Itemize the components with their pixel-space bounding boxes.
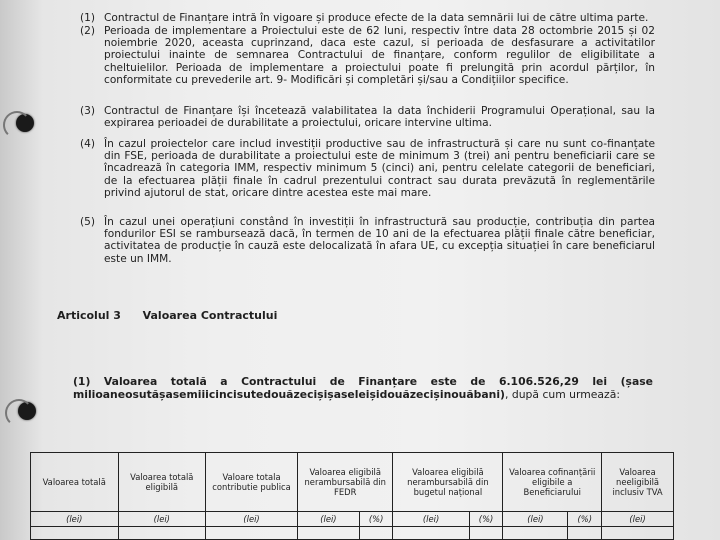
table-header-cell: Valoarea eligibilă nerambursabilă din FEDR: [298, 453, 393, 512]
table-unit-cell: (lei): [393, 512, 469, 527]
value-word: Contractului: [241, 375, 317, 388]
table-unit-cell: (lei): [503, 512, 568, 527]
table-header-cell: Valoarea totală eligibilă: [118, 453, 206, 512]
table-cell: [469, 527, 503, 540]
value-word: (șase: [620, 375, 653, 388]
value-amount: 6.106.526,29: [498, 375, 579, 388]
table-unit-cell: (%): [568, 512, 602, 527]
table-cell: [602, 527, 674, 540]
value-word: a: [220, 375, 228, 388]
table-header-cell: Valoare totala contributie publica: [206, 453, 298, 512]
table-cell: [298, 527, 360, 540]
table-cell: [118, 527, 206, 540]
paragraph-5: [80, 216, 655, 265]
value-word: Valoarea: [103, 375, 158, 388]
paragraph-number: (3): [80, 105, 96, 117]
paragraph-number: (5): [80, 216, 96, 228]
value-word: totală: [170, 375, 207, 388]
table-units-row: [31, 512, 674, 527]
table-header-cell: Valoarea eligibilă nerambursabilă din bugetul național: [393, 453, 503, 512]
table-unit-cell: (lei): [602, 512, 674, 527]
paragraph-2: [80, 25, 655, 86]
paragraph-number: (1): [80, 12, 96, 24]
paragraph-text: Contractul de Finanțare intră în vigoare și produce efecte de la data semnării lui de către ultima parte.: [104, 12, 649, 24]
table-cell: [503, 527, 568, 540]
paragraph-1: [80, 12, 655, 24]
table-row: [31, 527, 674, 540]
value-word: Finanțare: [358, 375, 418, 388]
contract-value-table: [30, 452, 674, 540]
table-unit-cell: (lei): [118, 512, 206, 527]
table-cell: [359, 527, 393, 540]
article-title: Valoarea Contractului: [142, 309, 278, 322]
value-word: lei: [592, 375, 608, 388]
article-number: Articolul 3: [57, 309, 121, 322]
value-word: este: [430, 375, 457, 388]
value-line-1: [73, 375, 653, 388]
value-number: (1): [73, 375, 91, 388]
table-header-row: [31, 453, 674, 512]
table-cell: [568, 527, 602, 540]
paragraph-text: În cazul proiectelor care includ investiții productive sau de infrastructură și care nu sunt co-finanțate din FSE, perioada de durabilitate a proiectului este de minimum 3 (trei) ani pentru beneficiarii care se încadrează în categoria IMM, respectiv minimum 5 (cinci) ani, pentru celelate categorii de beneficiari, de la efectuarea plății finale în cadrul prezentului contract sau durata prevăzută în reglementările privind ajutorul de stat, oricare dintre acestea este mai mare.: [104, 138, 655, 199]
value-line-ending: , după cum urmează:: [504, 388, 620, 401]
article-heading: [57, 309, 277, 322]
contract-value-paragraph: [73, 375, 653, 401]
table-unit-cell: (lei): [31, 512, 119, 527]
table-unit-cell: (%): [359, 512, 393, 527]
table-header-cell: Valoarea neeligibilă inclusiv TVA: [602, 453, 674, 512]
table-header-cell: Valoarea cofinanțării eligibile a Beneficiarului: [503, 453, 602, 512]
table-cell: [31, 527, 119, 540]
paragraph-4: [80, 138, 655, 199]
paragraph-number: (2): [80, 25, 96, 37]
table-cell: [206, 527, 298, 540]
table-unit-cell: (lei): [206, 512, 298, 527]
binder-hole-bottom-ring: [5, 399, 33, 427]
table-header-cell: Valoarea totală: [31, 453, 119, 512]
table-unit-cell: (%): [469, 512, 503, 527]
paragraph-text: Contractul de Finanțare își încetează valabilitatea la data închiderii Programului Operațional, sau la expirarea perioadei de durabilitate a proiectului, oricare intervine ultima.: [104, 105, 655, 130]
binder-hole-top-ring: [3, 111, 31, 139]
table-cell: [393, 527, 469, 540]
paragraph-number: (4): [80, 138, 96, 150]
paragraph-text: Perioada de implementare a Proiectului este de 62 luni, respectiv între data 28 octombrie 2015 și 02 noiembrie 2020, aceasta cuprinzand, daca este cazul, si perioada de desfasurare a activitatilor proiectului inainte de semnarea Contractului de finanțare, conform regulilor de eligibilitate a cheltuielilor. Perioada de implementare a proiectului poate fi prelungită prin acordul părților, în conformitate cu prevederile art. 9- Modificări și completări și/sau a Condițiilor specifice.: [104, 25, 655, 86]
paragraph-text: În cazul unei operațiuni constând în investiții în infrastructură sau producție, contribuția din partea fondurilor ESI se rambursează dacă, în termen de 10 ani de la efectuarea plății finale către beneficiar, activitatea de producție în cauză este delocalizată în afara UE, cu excepția situației în care beneficiarul este un IMM.: [104, 216, 655, 265]
value-word: de: [329, 375, 345, 388]
value-amount-in-words: milioaneosutășasemiiicincisutedouăzecișișaseleișidouăzecișinouăbani): [73, 388, 505, 401]
value-line-2: [73, 388, 653, 401]
paragraph-3: [80, 105, 655, 129]
table-unit-cell: (lei): [298, 512, 360, 527]
value-word: de: [470, 375, 486, 388]
